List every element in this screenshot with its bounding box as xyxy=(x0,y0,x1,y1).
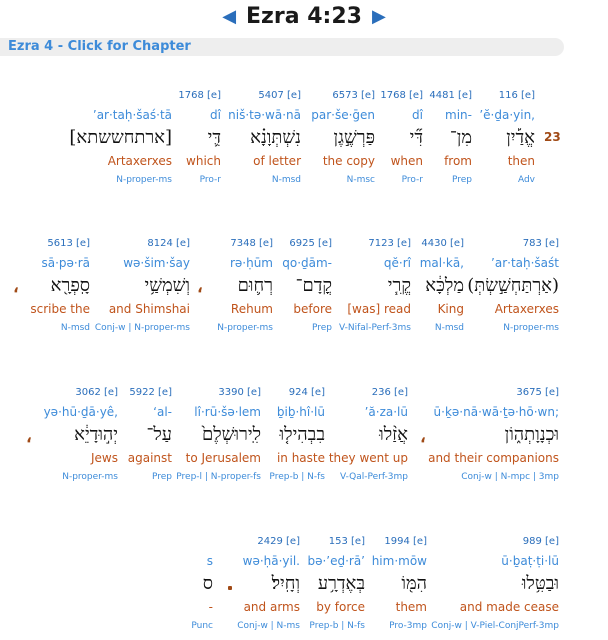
strongs-number-link[interactable]: 153 [e] xyxy=(328,536,365,547)
verse-header xyxy=(0,0,608,32)
morphology-link[interactable]: Prep-b | N-fs xyxy=(309,621,365,631)
interlinear-word xyxy=(217,237,273,335)
prev-verse-arrow-icon[interactable]: ◀ xyxy=(222,5,237,27)
strongs-number-link[interactable] xyxy=(191,535,213,549)
morphology-link[interactable]: N-msd xyxy=(271,175,301,185)
hebrew-word: דִּ֞י xyxy=(409,127,423,148)
interlinear-word xyxy=(429,89,472,187)
interlinear-word xyxy=(176,386,261,484)
strongs-number-link[interactable]: 989 [e] xyxy=(522,536,559,547)
transliteration: ū·ḇaṭ·ṭi·lū xyxy=(501,554,559,568)
interlinear-word xyxy=(30,237,90,335)
transliteration: ’ar·taḥ·šaś·tā xyxy=(92,108,172,122)
morphology-link[interactable]: V-Qal-Perf-3mp xyxy=(339,472,408,482)
english-gloss: Artaxerxes xyxy=(107,154,172,168)
hebrew-word: יְה֣וּדָיֵ֔א xyxy=(74,424,118,445)
interlinear-word xyxy=(428,386,559,484)
morphology-link[interactable]: Prep xyxy=(451,175,472,185)
english-gloss: and arms xyxy=(243,600,300,614)
strongs-number-link[interactable]: 3062 [e] xyxy=(75,387,118,398)
hebrew-word: קֱרִ֧י xyxy=(387,275,411,296)
morphology-link[interactable]: Prep-l | N-proper-fs xyxy=(176,472,261,482)
interlinear-word xyxy=(420,237,464,335)
strongs-number-link[interactable]: 5613 [e] xyxy=(47,238,90,249)
strongs-number-link[interactable]: 1994 [e] xyxy=(384,536,427,547)
strongs-number-link[interactable]: 116 [e] xyxy=(498,90,535,101)
strongs-number-link[interactable]: 8124 [e] xyxy=(147,238,190,249)
transliteration: dî xyxy=(412,108,423,122)
morphology-link[interactable]: N-proper-ms xyxy=(62,472,118,482)
english-gloss: Rehum xyxy=(230,302,273,316)
transliteration: ū·ḵə·nā·wā·ṯə·hō·wn; xyxy=(433,405,559,419)
transliteration: niš·tə·wā·nā xyxy=(228,108,301,122)
english-gloss: against xyxy=(127,451,172,465)
interlinear-word xyxy=(95,237,190,335)
interlinear-word xyxy=(329,386,408,484)
strongs-number-link[interactable]: 3390 [e] xyxy=(218,387,261,398)
interlinear-word xyxy=(307,535,365,633)
transliteration: wə·šim·šay xyxy=(123,256,190,270)
interlinear-word xyxy=(191,535,213,633)
interlinear-word xyxy=(44,386,118,484)
english-gloss: and their companions xyxy=(428,451,559,465)
morphology-link[interactable]: N-msc xyxy=(346,175,375,185)
interlinear-word xyxy=(237,535,300,633)
english-gloss: King xyxy=(437,302,464,316)
verse-number[interactable]: 23 xyxy=(544,130,561,144)
morphology-link[interactable]: Pro-r xyxy=(199,175,221,185)
interlinear-word xyxy=(479,89,535,187)
hebrew-word: וּכְנָוָתְה֑וֹן xyxy=(504,424,559,445)
morphology-link[interactable]: Conj-w | N-mpc | 3mp xyxy=(461,472,559,482)
hebrew-word: ס xyxy=(202,573,213,594)
transliteration: sā·pə·rā xyxy=(41,256,90,270)
interlinear-word xyxy=(467,237,559,335)
morphology-link[interactable]: N-msd xyxy=(434,323,464,333)
hebrew-word: [ארתחששתא] xyxy=(69,127,172,148)
transliteration: ’ă·za·lū xyxy=(364,405,408,419)
morphology-link[interactable]: V-Nifal-Perf-3ms xyxy=(339,323,411,333)
english-gloss: in haste xyxy=(276,451,325,465)
hebrew-word: וְחָֽיִל׃ xyxy=(271,573,300,594)
strongs-number-link[interactable]: 4430 [e] xyxy=(421,238,464,249)
english-gloss: then xyxy=(507,154,535,168)
hebrew-word: עַל־ xyxy=(146,424,172,445)
english-gloss: they went up xyxy=(328,451,408,465)
hebrew-word: נִשְׁתְּוָנָ֗א xyxy=(250,127,301,148)
strongs-number-link[interactable]: 3675 [e] xyxy=(516,387,559,398)
english-gloss: of letter xyxy=(253,154,301,168)
transliteration: qĕ·rî xyxy=(383,256,411,270)
morphology-link[interactable]: Pro-r xyxy=(401,175,423,185)
hebrew-word: מַלְכָּ֔א xyxy=(425,275,464,296)
punctuation-mark: ، xyxy=(197,276,203,297)
transliteration: s xyxy=(206,554,213,568)
strongs-number-link[interactable]: 6573 [e] xyxy=(332,90,375,101)
english-gloss: the copy xyxy=(322,154,375,168)
next-verse-arrow-icon[interactable]: ▶ xyxy=(371,5,386,27)
strongs-number-link[interactable]: 7123 [e] xyxy=(368,238,411,249)
transliteration: lî·rū·šə·lem xyxy=(194,405,261,419)
strongs-number-link[interactable]: 4481 [e] xyxy=(429,90,472,101)
morphology-link[interactable]: Prep xyxy=(151,472,172,482)
interlinear-word xyxy=(339,237,411,335)
english-gloss: Jews xyxy=(91,451,118,465)
hebrew-word: בְּאֶדְרָ֥ע xyxy=(317,573,365,594)
strongs-number-link[interactable]: 783 [e] xyxy=(522,238,559,249)
interlinear-word xyxy=(69,89,172,187)
hebrew-word: בִבְהִיל֤וּ xyxy=(279,424,325,445)
hebrew-word: קֳדָם־ xyxy=(295,275,332,296)
english-gloss: when xyxy=(390,154,423,168)
english-gloss: to Jerusalem xyxy=(185,451,261,465)
morphology-link[interactable]: N-proper-ms xyxy=(503,323,559,333)
morphology-link[interactable]: Prep xyxy=(311,323,332,333)
hebrew-word: אֲזַ֨לוּ xyxy=(379,424,408,445)
morphology-link[interactable]: Conj-w | N-proper-ms xyxy=(94,323,190,333)
english-gloss: before xyxy=(293,302,332,316)
hebrew-word: פַּרְשֶׁ֣גֶן xyxy=(333,127,375,148)
strongs-number-link[interactable]: 1768 [e] xyxy=(178,90,221,101)
english-gloss: and Shimshai xyxy=(108,302,190,316)
interlinear-word xyxy=(178,89,221,187)
english-gloss: [was] read xyxy=(347,302,411,316)
interlinear-word xyxy=(311,89,375,187)
transliteration: bə·’eḏ·rā’ xyxy=(307,554,365,568)
transliteration: dî xyxy=(210,108,221,122)
morphology-link[interactable]: Prep-b | N-fs xyxy=(269,472,325,482)
english-gloss: by force xyxy=(316,600,365,614)
transliteration: yə·hū·ḏā·yê, xyxy=(43,405,118,419)
verse-reference-title: Ezra 4:23 xyxy=(246,3,362,29)
hebrew-word: הִמּ֖וֹ xyxy=(401,573,427,594)
strongs-number-link[interactable]: 2429 [e] xyxy=(257,536,300,547)
hebrew-word: אֱדַ֡יִן xyxy=(506,127,535,148)
hebrew-word: (אַרְתַּחְשַׁ֣שְׂתְּ) xyxy=(467,275,559,296)
english-gloss: Artaxerxes xyxy=(494,302,559,316)
strongs-number-link[interactable]: 236 [e] xyxy=(371,387,408,398)
english-gloss: them xyxy=(395,600,427,614)
strongs-number-link[interactable]: 5922 [e] xyxy=(129,387,172,398)
chapter-link[interactable]: Ezra 4 - Click for Chapter xyxy=(0,38,564,56)
interlinear-word xyxy=(372,535,427,633)
strongs-number-link[interactable]: 5407 [e] xyxy=(258,90,301,101)
morphology-link[interactable]: Punc xyxy=(191,621,213,631)
strongs-number-link[interactable]: 6925 [e] xyxy=(289,238,332,249)
strongs-number-link[interactable]: 7348 [e] xyxy=(230,238,273,249)
hebrew-word: רְח֛וּם xyxy=(237,275,273,296)
hebrew-word: וְשִׁמְשַׁ֥י xyxy=(144,275,190,296)
transliteration: mal·kā, xyxy=(419,256,464,270)
transliteration: rə·ḥūm xyxy=(229,256,273,270)
hebrew-word: דִּ֛י xyxy=(207,127,221,148)
hebrew-word: מִן־ xyxy=(449,127,472,148)
transliteration: him·mōw xyxy=(371,554,427,568)
transliteration: min- xyxy=(445,108,472,122)
hebrew-word: לִֽירוּשְׁלֶם֙ xyxy=(202,424,261,445)
transliteration: ḇiḇ·hî·lū xyxy=(276,405,325,419)
strongs-number-link[interactable]: 924 [e] xyxy=(288,387,325,398)
morphology-link[interactable]: Conj-w | N-ms xyxy=(237,621,300,631)
punctuation-mark: ، xyxy=(26,426,32,447)
punctuation-mark: ، xyxy=(420,426,426,447)
transliteration: wə·ḥā·yil. xyxy=(242,554,300,568)
morphology-link[interactable]: N-msd xyxy=(60,323,90,333)
sof-pasuq-mark xyxy=(228,586,232,590)
transliteration: ’ar·taḥ·šaśt xyxy=(491,256,559,270)
morphology-link[interactable]: N-proper-ms xyxy=(116,175,172,185)
strongs-number-link[interactable] xyxy=(69,89,172,103)
hebrew-word: וּבַטִּ֥לוּ xyxy=(521,573,559,594)
interlinear-word xyxy=(282,237,332,335)
english-gloss: which xyxy=(186,154,221,168)
interlinear-word xyxy=(380,89,423,187)
interlinear-word xyxy=(228,89,301,187)
morphology-link[interactable]: N-proper-ms xyxy=(217,323,273,333)
interlinear-word xyxy=(431,535,559,633)
interlinear-word xyxy=(269,386,325,484)
transliteration: ’ĕ·ḏa·yin, xyxy=(479,108,535,122)
transliteration: ‘al- xyxy=(153,405,172,419)
english-gloss: from xyxy=(444,154,472,168)
english-gloss: scribe the xyxy=(30,302,90,316)
morphology-link[interactable]: Pro-3mp xyxy=(389,621,427,631)
morphology-link[interactable]: Conj-w | V-Piel-ConjPerf-3mp xyxy=(431,621,559,631)
interlinear-word xyxy=(128,386,172,484)
transliteration: par·še·ḡen xyxy=(311,108,375,122)
transliteration: qo·ḏām- xyxy=(282,256,332,270)
morphology-link[interactable]: Adv xyxy=(517,175,535,185)
english-gloss: and made cease xyxy=(459,600,559,614)
english-gloss: - xyxy=(208,600,213,614)
hebrew-word: סָֽפְרָ֖א xyxy=(50,275,90,296)
punctuation-mark: ، xyxy=(13,276,19,297)
strongs-number-link[interactable]: 1768 [e] xyxy=(380,90,423,101)
